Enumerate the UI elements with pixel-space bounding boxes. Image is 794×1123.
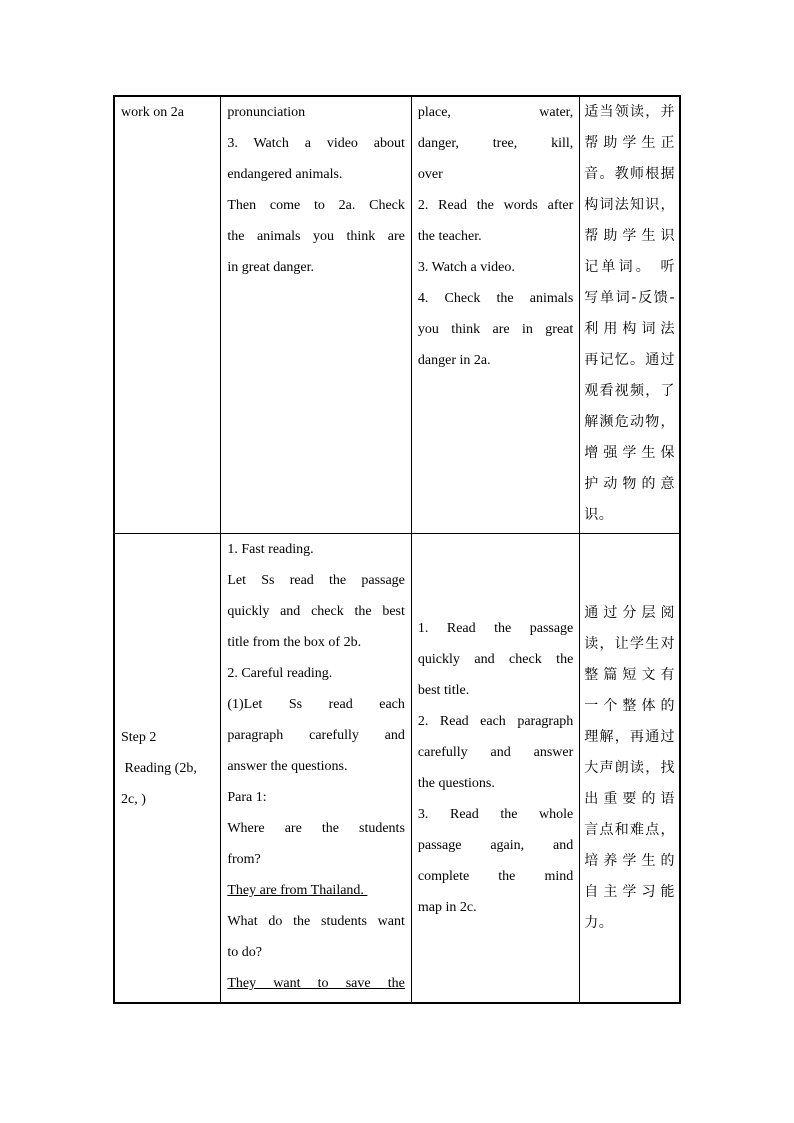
student-line: 3. Read the whole xyxy=(417,807,574,822)
student-line: complete the mind xyxy=(417,869,574,884)
teacher-line: answer the questions. xyxy=(227,759,348,774)
teacher-line: to do? xyxy=(227,945,262,960)
teacher-line: What do the students want xyxy=(227,914,405,929)
purpose-line: 大声朗读，找 xyxy=(584,759,675,776)
purpose-line: 写单词-反馈- xyxy=(584,290,675,306)
purpose-line: 读，让学生对 xyxy=(584,635,675,652)
student-line: the questions. xyxy=(417,776,495,791)
teacher-line: quickly and check the best xyxy=(227,604,405,619)
teacher-line: endangered animals. xyxy=(227,167,343,182)
student-line: the teacher. xyxy=(417,229,482,244)
purpose-line: 识。 xyxy=(584,507,614,523)
table-row xyxy=(115,97,680,534)
stage-cell xyxy=(115,534,221,1003)
student-line: passage again, and xyxy=(417,838,574,853)
teacher-line: from? xyxy=(227,852,261,867)
student-line: over xyxy=(417,167,443,182)
teacher-line: title from the box of 2b. xyxy=(227,635,362,650)
teacher-line: Let Ss read the passage xyxy=(227,573,405,588)
student-line: map in 2c. xyxy=(417,900,477,915)
purpose-line: 力。 xyxy=(584,914,614,931)
stage-text: work on 2a xyxy=(121,105,184,120)
teacher-line: 2. Careful reading. xyxy=(227,666,333,681)
purpose-line: 言点和难点， xyxy=(584,821,675,838)
lesson-plan-table xyxy=(114,96,680,1003)
stage-cell xyxy=(115,97,221,534)
student-line: best title. xyxy=(417,683,470,698)
stage-text: 2c, ) xyxy=(121,791,146,807)
purpose-line: 帮助学生正 xyxy=(584,135,675,151)
teacher-line: 3. Watch a video about xyxy=(227,136,405,151)
student-activity-cell xyxy=(411,97,579,534)
purpose-line: 出重要的语 xyxy=(584,790,675,807)
stage-text: Step 2 xyxy=(121,729,157,745)
student-line: place, water, xyxy=(417,105,574,120)
teacher-line: Where are the students xyxy=(227,821,405,836)
teacher-line: in great danger. xyxy=(227,260,315,275)
purpose-line: 再记忆。通过 xyxy=(584,352,675,368)
stage-text: Reading (2b, xyxy=(121,760,197,776)
purpose-line: 自主学习能 xyxy=(584,883,675,900)
student-line: 2. Read the words after xyxy=(417,198,574,213)
purpose-line: 整篇短文有 xyxy=(584,666,675,683)
teacher-line: paragraph carefully and xyxy=(227,728,405,743)
purpose-line: 帮助学生识 xyxy=(584,228,675,244)
student-line: 1. Read the passage xyxy=(417,621,574,636)
student-line: danger in 2a. xyxy=(417,353,491,368)
purpose-line: 通过分层阅 xyxy=(584,604,675,621)
purpose-line: 音。教师根据 xyxy=(584,166,675,182)
student-line: you think are in great xyxy=(417,322,574,337)
purpose-line: 观看视频，了 xyxy=(584,383,675,399)
purpose-line: 适当领读，并 xyxy=(584,104,675,120)
purpose-line: 理解，再通过 xyxy=(584,728,675,745)
student-line: 4. Check the animals xyxy=(417,291,574,306)
purpose-cell xyxy=(580,97,680,534)
student-activity-cell xyxy=(411,534,579,1003)
answer-line: They are from Thailand. xyxy=(227,883,368,898)
teacher-line: 1. Fast reading. xyxy=(227,542,314,557)
teacher-line: Then come to 2a. Check xyxy=(227,198,405,213)
purpose-line: 护动物的意 xyxy=(584,476,675,492)
student-line: quickly and check the xyxy=(417,652,574,667)
student-line: 3. Watch a video. xyxy=(417,260,515,275)
teacher-line: (1)Let Ss read each xyxy=(227,697,405,712)
teacher-activity-cell xyxy=(221,97,412,534)
teacher-line: Para 1: xyxy=(227,790,267,805)
purpose-line: 增强学生保 xyxy=(584,445,675,461)
purpose-line: 培养学生的 xyxy=(584,852,675,869)
teacher-line: pronunciation xyxy=(227,105,306,120)
teacher-line: the animals you think are xyxy=(227,229,405,244)
student-line: carefully and answer xyxy=(417,745,574,760)
purpose-line: 构词法知识， xyxy=(584,197,675,213)
purpose-line: 记单词。 听 xyxy=(584,259,675,275)
purpose-cell xyxy=(580,534,680,1003)
teacher-activity-cell xyxy=(221,534,412,1003)
purpose-line: 解濒危动物， xyxy=(584,414,675,430)
purpose-line: 一个整体的 xyxy=(584,697,675,714)
student-line: 2. Read each paragraph xyxy=(417,714,574,729)
table-row xyxy=(115,534,680,1003)
answer-line: They want to save the xyxy=(227,976,405,991)
student-line: danger, tree, kill, xyxy=(417,136,574,151)
purpose-line: 利用构词法 xyxy=(584,321,675,337)
